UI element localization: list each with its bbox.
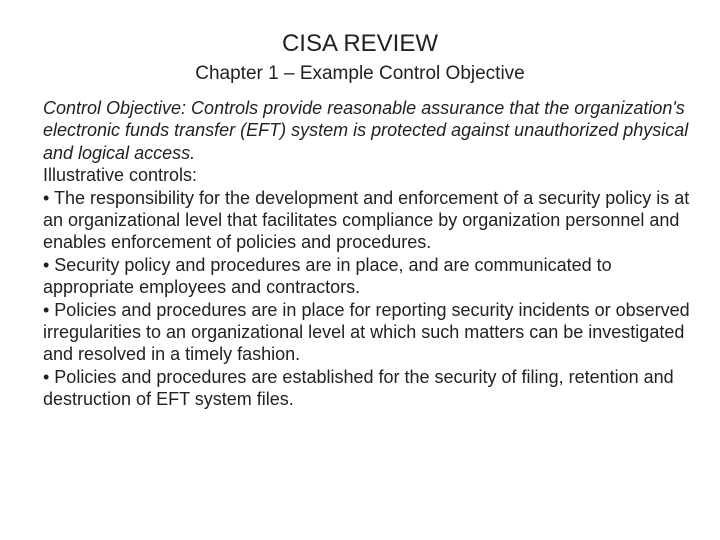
slide-body xyxy=(43,97,693,411)
slide-title: CISA REVIEW xyxy=(281,30,439,57)
slide-subtitle: Chapter 1 – Example Control Objective xyxy=(195,63,525,84)
bullet-item: • Policies and procedures are established for the security of filing, retention and destruction of EFT system files. xyxy=(43,366,674,410)
control-objective-text: Control Objective: Controls provide reasonable assurance that the organization's electronic funds transfer (EFT) system is protected against unauthorized physical and logical access. xyxy=(43,98,689,163)
illustrative-controls-label: Illustrative controls: xyxy=(43,165,198,186)
bullet-item: • The responsibility for the development and enforcement of a security policy is at an organizational level that facilitates compliance by organization personnel and enables enforcement of policies and procedures. xyxy=(43,187,690,253)
bullet-item: • Policies and procedures are in place for reporting security incidents or observed irregularities to an organizational level at which such matters can be investigated and resolved in a timely fashion. xyxy=(43,299,690,365)
bullet-item: • Security policy and procedures are in place, and are communicated to appropriate employees and contractors. xyxy=(43,254,612,298)
